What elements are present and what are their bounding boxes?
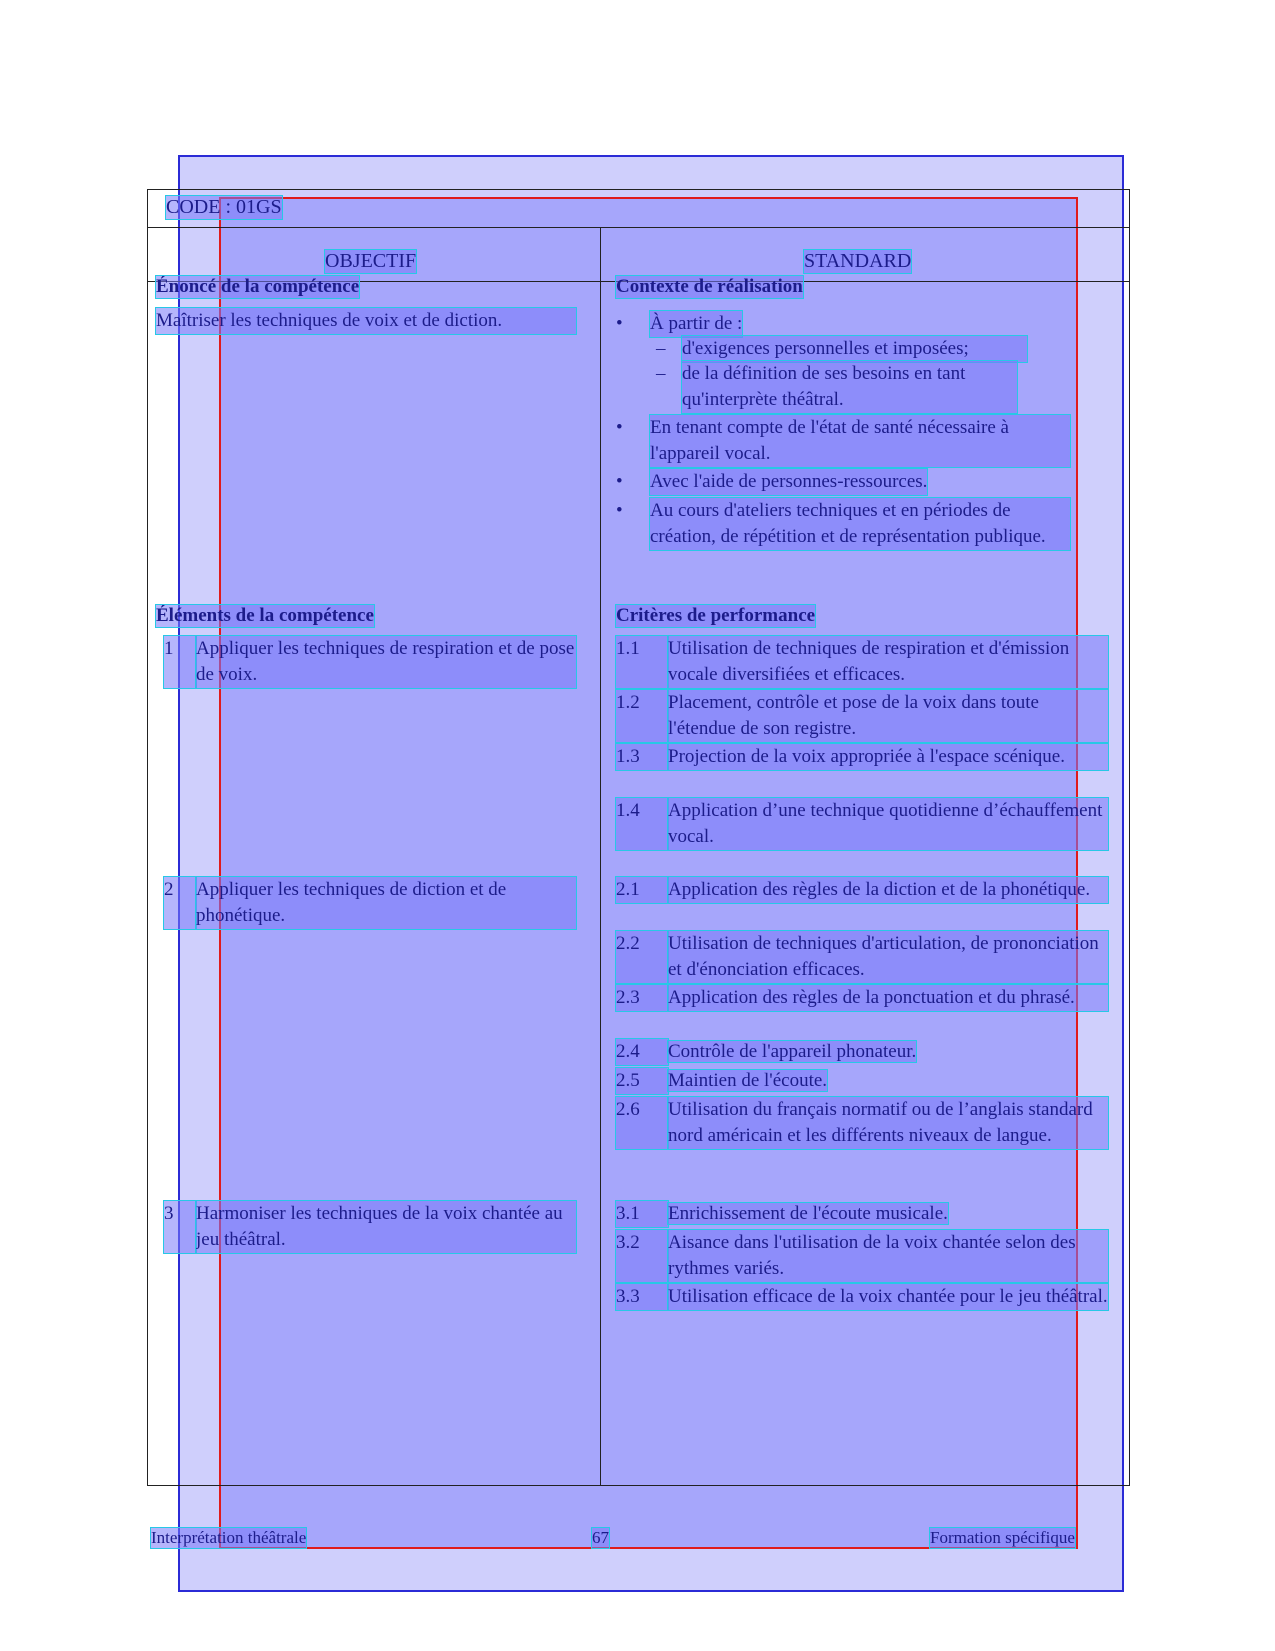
critere-number: 2.1 (616, 877, 668, 903)
element-3 (164, 1201, 576, 1253)
contexte-sub-2 (656, 361, 1017, 413)
critere-text (668, 1068, 1108, 1094)
competence-table (147, 189, 1130, 1486)
critere-2-1 (616, 877, 1108, 903)
bullet-icon: • (616, 471, 623, 492)
critere-3-2 (616, 1230, 1108, 1282)
critere-number: 2.5 (616, 1068, 668, 1094)
contexte-sub-text: d'exigences personnelles et imposées; (682, 336, 1027, 362)
critere-number: 2.6 (616, 1097, 668, 1149)
footer-right: Formation spécifique (930, 1528, 1075, 1547)
critere-1-1 (616, 636, 1108, 688)
critere-1-3 (616, 744, 1108, 770)
critere-2-3 (616, 985, 1108, 1011)
contexte-title: Contexte de réalisation (616, 276, 803, 297)
footer-left: Interprétation théâtrale (151, 1528, 307, 1547)
critere-text (668, 1039, 1108, 1065)
critere-number: 2.2 (616, 931, 668, 983)
criteres-title: Critères de performance (616, 605, 816, 626)
critere-text: Application des règles de la diction et de la phonétique. (668, 877, 1108, 903)
bullet-icon: • (616, 417, 623, 438)
contexte-text: Au cours d'ateliers techniques et en périodes de création, de répétition et de représentation publique. (650, 498, 1070, 550)
critere-text-inner: Enrichissement de l'écoute musicale. (668, 1203, 948, 1224)
critere-number: 2.3 (616, 985, 668, 1011)
critere-text: Aisance dans l'utilisation de la voix chantée selon des rythmes variés. (668, 1230, 1108, 1282)
critere-number: 1.2 (616, 690, 668, 742)
critere-number: 1.3 (616, 744, 668, 770)
element-text: Appliquer les techniques de respiration et de pose de voix. (196, 636, 576, 688)
element-2 (164, 877, 576, 929)
column-header-standard: STANDARD (804, 250, 912, 272)
contexte-sub-text: de la définition de ses besoins en tant qu'interprète théâtral. (682, 361, 1017, 413)
footer-page-number: 67 (592, 1528, 609, 1547)
contexte-sub-1 (656, 336, 1027, 362)
contexte-bullet-1 (616, 311, 742, 337)
critere-2-6 (616, 1097, 1108, 1149)
critere-number: 3.3 (616, 1284, 668, 1310)
contexte-bullet-3 (616, 469, 927, 495)
contexte-bullet-4 (616, 498, 1070, 550)
critere-text (668, 1201, 1108, 1227)
enonce-title: Énoncé de la compétence (156, 276, 360, 297)
critere-number: 3.2 (616, 1230, 668, 1282)
critere-3-1 (616, 1201, 1108, 1227)
element-text: Appliquer les techniques de diction et de phonétique. (196, 877, 576, 929)
code-row (148, 190, 1129, 228)
enonce-text: Maîtriser les techniques de voix et de diction. (156, 308, 576, 334)
critere-text: Placement, contrôle et pose de la voix dans toute l'étendue de son registre. (668, 690, 1108, 742)
critere-text-inner: Contrôle de l'appareil phonateur. (668, 1041, 917, 1062)
contexte-text: Avec l'aide de personnes-ressources. (650, 469, 927, 495)
critere-3-3 (616, 1284, 1108, 1310)
critere-text: Application d’une technique quotidienne d’échauffement vocal. (668, 798, 1108, 850)
critere-number: 1.1 (616, 636, 668, 688)
critere-text: Utilisation du français normatif ou de l’anglais standard nord américain et les différents niveaux de langue. (668, 1097, 1108, 1149)
critere-2-2 (616, 931, 1108, 983)
contexte-bullet-2 (616, 415, 1070, 467)
critere-1-4 (616, 798, 1108, 850)
critere-1-2 (616, 690, 1108, 742)
competence-code: CODE : 01GS (166, 196, 282, 218)
column-divider (600, 228, 601, 1486)
element-1 (164, 636, 576, 688)
critere-text: Utilisation de techniques d'articulation, de prononciation et d'énonciation efficaces. (668, 931, 1108, 983)
element-number: 1 (164, 636, 196, 688)
element-number: 3 (164, 1201, 196, 1253)
contexte-text: En tenant compte de l'état de santé nécessaire à l'appareil vocal. (650, 415, 1070, 467)
sub-bullet-icon: – (656, 363, 666, 384)
critere-text: Application des règles de la ponctuation et du phrasé. (668, 985, 1108, 1011)
table-header-row (148, 228, 1129, 282)
critere-number: 3.1 (616, 1201, 668, 1227)
element-text: Harmoniser les techniques de la voix chantée au jeu théâtral. (196, 1201, 576, 1253)
critere-2-4 (616, 1039, 1108, 1065)
critere-2-5 (616, 1068, 1108, 1094)
elements-title: Éléments de la compétence (156, 605, 374, 626)
bullet-icon: • (616, 313, 623, 334)
bullet-icon: • (616, 500, 623, 521)
sub-bullet-icon: – (656, 338, 666, 359)
critere-text: Utilisation de techniques de respiration et d'émission vocale diversifiées et efficaces. (668, 636, 1108, 688)
critere-text: Projection de la voix appropriée à l'espace scénique. (668, 744, 1108, 770)
critere-text-inner: Maintien de l'écoute. (668, 1070, 828, 1091)
critere-number: 2.4 (616, 1039, 668, 1065)
contexte-text: À partir de : (650, 311, 742, 337)
column-header-objectif: OBJECTIF (325, 250, 417, 272)
critere-text: Utilisation efficace de la voix chantée pour le jeu théâtral. (668, 1284, 1108, 1310)
element-number: 2 (164, 877, 196, 929)
critere-number: 1.4 (616, 798, 668, 850)
